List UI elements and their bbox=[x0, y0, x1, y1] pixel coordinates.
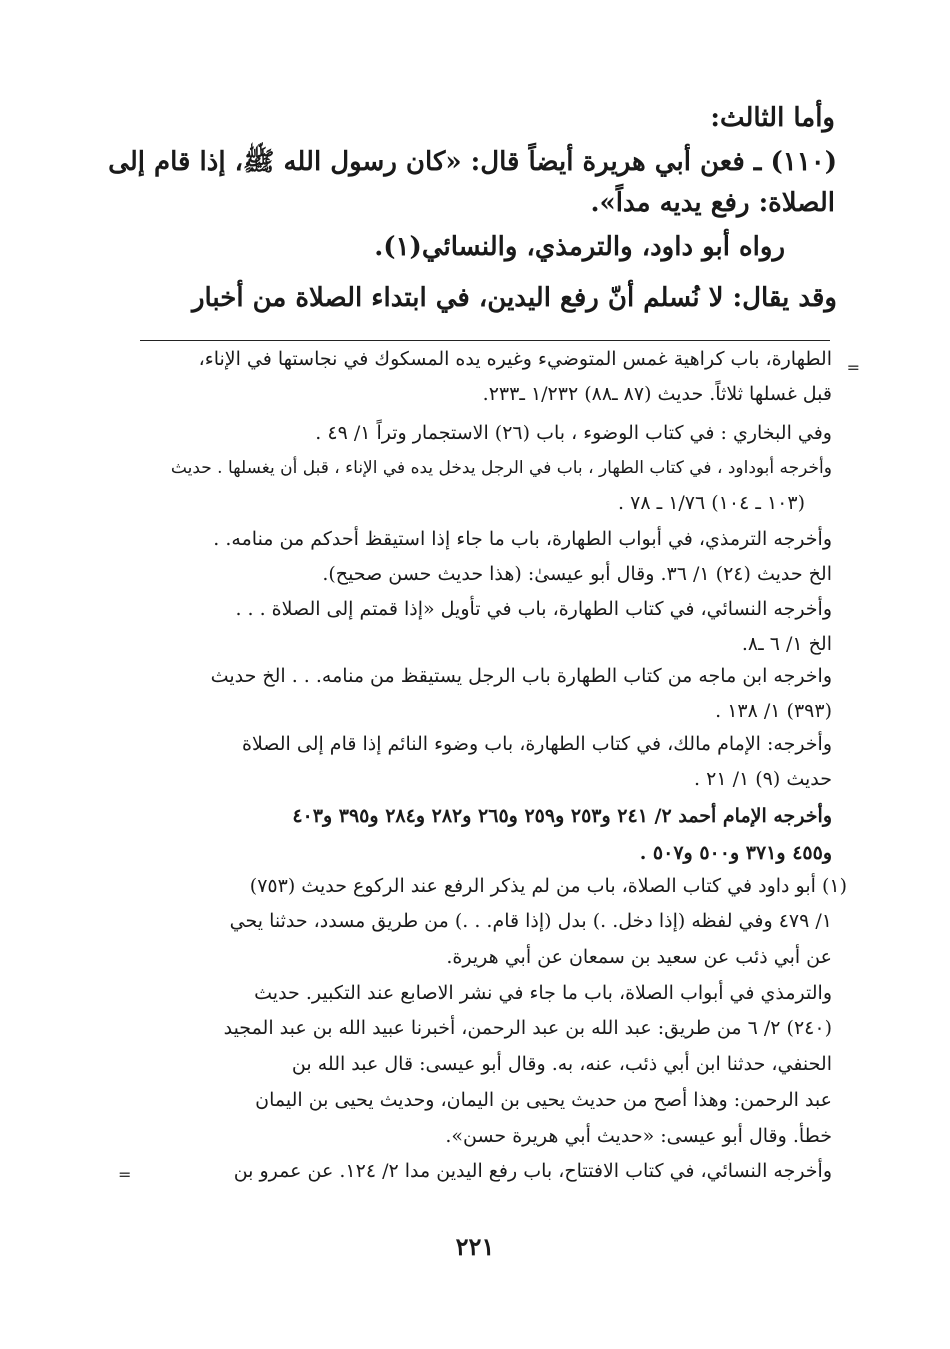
footnote-line: والترمذي في أبواب الصلاة، باب ما جاء في نشر الاصابع عند التكبير. حديث bbox=[254, 982, 832, 1004]
footnote-line: خطأ. وقال أبو عيسى: «حديث أبي هريرة حسن». bbox=[445, 1125, 832, 1147]
footnote-line: عبد الرحمن: وهذا أصح من حديث يحيى بن اليمان، وحديث يحيى بن اليمان bbox=[255, 1089, 832, 1111]
continuation-mark: = bbox=[846, 358, 860, 377]
footnote-line: ١/ ٤٧٩ وفي لفظه (إذا دخل. .) بدل (إذا قام. . .) من طريق مسدد، حدثنا يحي bbox=[229, 910, 832, 932]
footnote-line: الحنفي، حدثنا ابن أبي ذئب، عنه، به. وقال أبو عيسى: قال عبد الله بن bbox=[291, 1053, 832, 1075]
footnote-line: وأخرجه: الإمام مالك، في كتاب الطهارة، باب وضوء النائم إذا قام إلى الصلاة bbox=[241, 733, 832, 755]
footnote-line: وأخرجه النسائي، في كتاب الطهارة، باب في تأويل «إذا قمتم إلى الصلاة . . . bbox=[235, 598, 832, 620]
footnote-line: قبل غسلها ثلاثاً. حديث (٨٧ ـ٨٨) ١/٢٣٢ ـ٢٣٣. bbox=[482, 383, 832, 405]
footnote-line: (١) أبو داود في كتاب الصلاة، باب من لم يذكر الرفع عند الركوع حديث (٧٥٣) bbox=[249, 875, 847, 897]
main-line: وأما الثالث: bbox=[710, 103, 835, 133]
footnote-line: وفي البخاري : في كتاب الوضوء ، باب (٢٦) الاستجمار وتراً ١/ ٤٩ . bbox=[315, 422, 832, 444]
footnote-line: واخرجه ابن ماجه من كتاب الطهارة باب الرجل يستيقظ من منامه. . . الخ حديث bbox=[210, 665, 832, 687]
main-line: (١١٠) ـ فعن أبي هريرة أيضاً قال: «كان رسول الله ﷺ، إذا قام إلى bbox=[108, 147, 837, 177]
footnote-line: الخ ١/ ٦ ـ٨. bbox=[741, 633, 832, 655]
footnote-separator bbox=[140, 340, 830, 341]
footnote-line: وأخرجه أبوداود ، في كتاب الطهار ، باب في الرجل يدخل يده في الإناء ، قبل أن يغسلها . حديث bbox=[170, 458, 832, 478]
footnote-line: (٢٤٠) ٢/ ٦ من طريق: عبد الله بن عبد الرحمن، أخبرنا عبيد الله بن عبد المجيد bbox=[223, 1017, 832, 1039]
footnote-line: الخ حديث (٢٤) ١/ ٣٦. وقال أبو عيسىٰ: (هذا حديث حسن صحيح). bbox=[322, 563, 832, 585]
footnote-line: (٣٩٣) ١/ ١٣٨ . bbox=[715, 700, 832, 722]
footnote-line: حديث (٩) ١/ ٢١ . bbox=[694, 768, 832, 790]
footnote-line: الطهارة، باب كراهية غمس المتوضيء وغيره يده المسكوك في نجاستها في الإناء، bbox=[198, 348, 832, 370]
footnote-line: وأخرجه الترمذي، في أبواب الطهارة، باب ما جاء إذا استيقظ أحدكم من منامه. . bbox=[213, 528, 832, 550]
main-line: رواه أبو داود، والترمذي، والنسائي(١). bbox=[374, 232, 785, 262]
continuation-mark: = bbox=[118, 1165, 132, 1184]
page-number: ٢٢١ bbox=[455, 1232, 495, 1261]
footnote-line: وأخرجه الإمام أحمد ٢/ ٢٤١ و٢٥٣ و٢٥٩ و٢٦٥ و٢٨٢ و٢٨٤ و٣٩٥ و٤٠٣ bbox=[292, 805, 832, 827]
main-line: وقد يقال: لا نُسلم أنّ رفع اليدين، في ابتداء الصلاة من أخبار bbox=[191, 283, 837, 313]
footnote-line: و٤٥٥ و٣٧١ و٥٠٠ و٥٠٧ . bbox=[639, 842, 832, 864]
main-line: الصلاة: رفع يديه مداً». bbox=[590, 188, 835, 218]
footnote-line: عن أبي ذئب عن سعيد بن سمعان عن أبي هريرة. bbox=[446, 946, 832, 968]
footnote-line: (١٠٣ ـ ١٠٤) ١/٧٦ ـ ٧٨ . bbox=[618, 492, 805, 514]
footnote-line: وأخرجه النسائي، في كتاب الافتتاح، باب رفع اليدين مدا ٢/ ١٢٤. عن عمرو بن bbox=[233, 1160, 832, 1182]
